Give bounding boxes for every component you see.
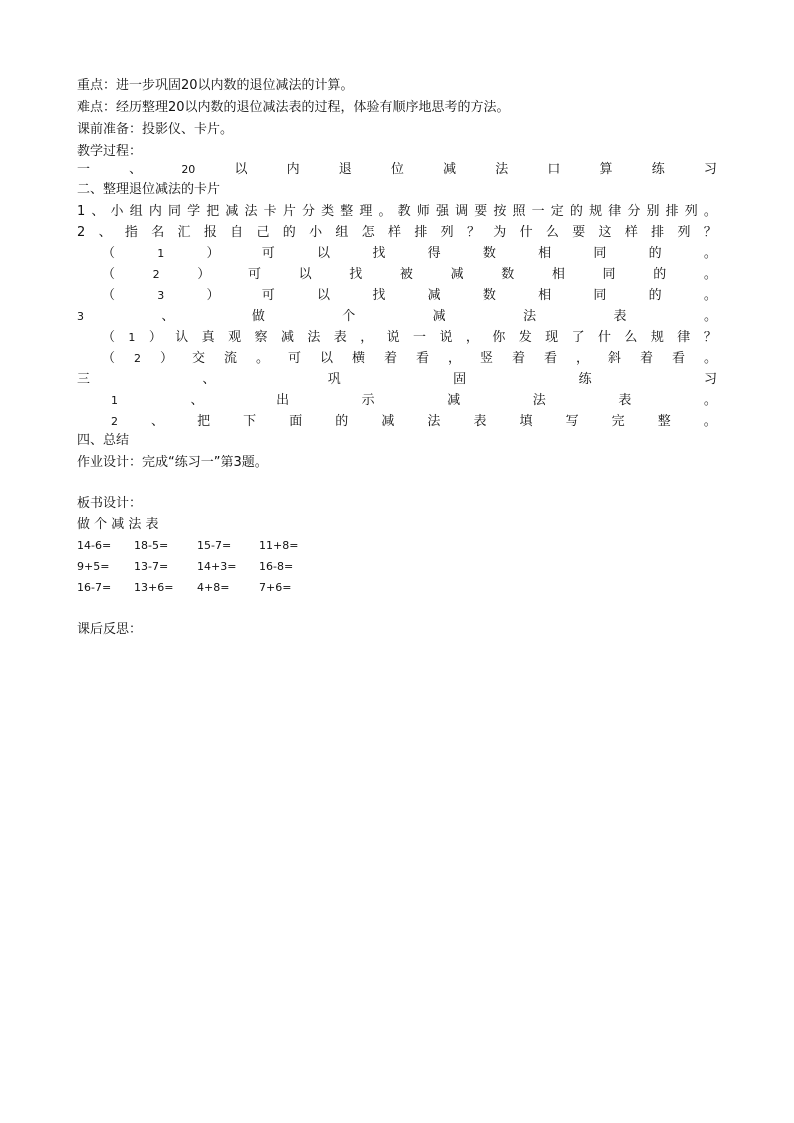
equation: 11+8= (259, 539, 299, 552)
item-3-1: 1 、 出 示 减 法 表 。 (111, 393, 717, 408)
item-2-3-2: （ 2 ） 交 流 。 可 以 横 着 看 ， 竖 着 看 ， 斜 着 看 。 (102, 351, 717, 366)
section-3-heading: 三 、 巩 固 练 习 (77, 372, 717, 387)
section-4-heading: 四、总结 (77, 433, 130, 448)
item-2-2-1: （ 1 ） 可 以 找 得 数 相 同 的 。 (102, 246, 717, 261)
equation: 9+5= (77, 560, 110, 573)
board-title: 板书设计： (77, 496, 143, 511)
section-1-heading: 一 、 20 以 内 退 位 减 法 口 算 练 习 (77, 162, 717, 177)
item-2-2: 2 、 指 名 汇 报 自 己 的 小 组 怎 样 排 列 ？ 为 什 么 要 这 样 排 列 ？ (77, 225, 717, 240)
equation: 15-7= (197, 539, 232, 552)
equation: 16-7= (77, 581, 112, 594)
equation-grid (77, 537, 321, 600)
item-2-1: 1 、 小 组 内 同 学 把 减 法 卡 片 分 类 整 理 。 教 师 强 调 要 按 照 一 定 的 规 律 分 别 排 列 。 (77, 204, 717, 219)
item-2-2-3: （ 3 ） 可 以 找 减 数 相 同 的 。 (102, 288, 717, 303)
board-heading: 做 个 减 法 表 (77, 517, 159, 532)
item-3-2: 2 、 把 下 面 的 减 法 表 填 写 完 整 。 (111, 414, 717, 429)
equation: 16-8= (259, 560, 294, 573)
preparation: 课前准备：投影仪、卡片。 (77, 122, 234, 137)
item-2-3-1: （ 1 ） 认 真 观 察 减 法 表 ， 说 一 说 ， 你 发 现 了 什 么 规 律 ？ (102, 330, 717, 345)
equation-row (77, 537, 321, 558)
equation: 4+8= (197, 581, 230, 594)
key-point: 重点：进一步巩固20以内数的退位减法的计算。 (77, 78, 354, 93)
process-title: 教学过程： (77, 144, 143, 159)
equation: 13+6= (134, 581, 174, 594)
homework: 作业设计：完成“练习一”第3题。 (77, 455, 268, 470)
equation: 18-5= (134, 539, 169, 552)
equation: 14+3= (197, 560, 237, 573)
document-page (77, 0, 717, 1123)
item-2-2-2: （ 2 ） 可 以 找 被 减 数 相 同 的 。 (102, 267, 717, 282)
equation-row (77, 579, 321, 600)
equation-row (77, 558, 321, 579)
difficulty: 难点：经历整理20以内数的退位减法表的过程，体验有顺序地思考的方法。 (77, 100, 510, 115)
equation: 14-6= (77, 539, 112, 552)
equation: 7+6= (259, 581, 292, 594)
section-2-heading: 二、整理退位减法的卡片 (77, 182, 221, 197)
item-2-3: 3 、 做 个 减 法 表 。 (77, 309, 717, 324)
reflection: 课后反思： (77, 622, 143, 637)
equation: 13-7= (134, 560, 169, 573)
